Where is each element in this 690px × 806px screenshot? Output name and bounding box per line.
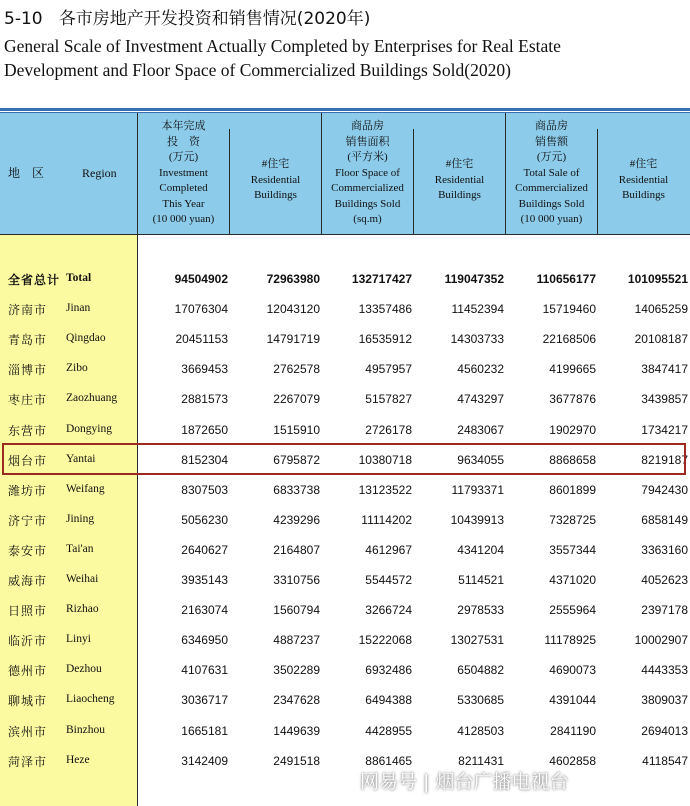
region-name-cn: 枣庄市 (8, 393, 48, 408)
value-cell: 4052623 (641, 573, 688, 587)
value-cell: 3036717 (181, 693, 228, 708)
value-cell: 8211431 (458, 753, 504, 768)
value-cell: 110656177 (536, 272, 596, 286)
value-cell: 6494388 (365, 693, 412, 708)
region-name-en: Total (66, 272, 92, 284)
value-cell: 4239296 (273, 512, 320, 527)
chinese-title: 各市房地产开发投资和销售情况(2020年) (58, 9, 371, 29)
value-cell: 1902970 (549, 422, 596, 437)
value-cell: 1734217 (641, 422, 688, 437)
value-cell: 2640627 (181, 542, 228, 557)
value-cell: 11114202 (361, 512, 412, 527)
value-cell: 4391044 (549, 693, 596, 708)
header-line: (万元) (536, 151, 567, 163)
value-cell: 11178925 (544, 633, 596, 648)
header-floor-residential (414, 157, 505, 204)
value-cell: 3809037 (641, 693, 688, 708)
value-cell: 2163074 (181, 603, 228, 618)
value-cell: 16535912 (358, 332, 412, 347)
header-line: Residential (434, 173, 485, 186)
value-cell: 17076304 (174, 302, 228, 317)
value-cell: 3142409 (181, 753, 228, 768)
value-cell: 2483067 (457, 422, 504, 437)
value-cell: 3557344 (549, 542, 596, 557)
region-name-en: Zaozhuang (66, 392, 118, 405)
value-cell: 4743297 (457, 392, 504, 407)
region-name-cn: 济南市 (8, 303, 48, 318)
value-cell: 4612967 (365, 542, 412, 557)
value-cell: 132717427 (351, 272, 412, 286)
header-line: (平方米) (347, 151, 388, 163)
value-cell: 1872650 (181, 422, 228, 437)
value-cell: 2694013 (641, 723, 688, 738)
value-cell: 1515910 (273, 422, 320, 437)
value-cell: 1560794 (273, 603, 320, 618)
value-cell: 13123522 (358, 482, 412, 497)
header-region-en: Region (82, 166, 117, 180)
region-name-en: Binzhou (66, 723, 105, 736)
value-cell: 14791719 (266, 332, 320, 347)
region-name-cn: 菏泽市 (8, 754, 48, 769)
value-cell: 3677876 (549, 392, 596, 407)
value-cell: 14303733 (450, 332, 504, 347)
value-cell: 4428955 (365, 723, 412, 738)
region-name-en: Jining (66, 512, 95, 525)
value-cell: 5544572 (365, 573, 412, 587)
region-name-en: Rizhao (66, 603, 99, 616)
value-cell: 3669453 (181, 362, 228, 377)
table-row (0, 655, 690, 685)
value-cell: 72963980 (266, 272, 320, 286)
header-line: Commercialized (331, 182, 404, 194)
region-name-cn: 日照市 (8, 604, 48, 619)
value-cell: 8601899 (549, 482, 596, 497)
region-name-cn: 东营市 (8, 423, 48, 438)
value-cell: 9634055 (457, 452, 504, 467)
table-row (0, 595, 690, 625)
value-cell: 8307503 (181, 482, 228, 497)
value-cell: 1665181 (181, 723, 228, 738)
value-cell: 2978533 (457, 603, 504, 618)
header-bottom-rule (0, 234, 690, 235)
value-cell: 22168506 (542, 332, 596, 347)
header-line: Buildings Sold (334, 197, 401, 210)
header-line: (万元) (168, 151, 199, 163)
table-row (0, 535, 690, 565)
value-cell: 94504902 (174, 272, 228, 286)
header-sales-residential (598, 157, 689, 204)
header-line: Buildings (438, 189, 481, 201)
value-cell: 14065259 (634, 302, 688, 317)
english-title-line-1: General Scale of Investment Actually Completed by Enterprises for Real Estate (4, 36, 561, 56)
region-name-en: Linyi (66, 633, 91, 646)
value-cell: 12043120 (266, 302, 320, 317)
header-line: 销售面积 (345, 135, 390, 148)
table-row (0, 685, 690, 715)
header-sales (506, 119, 597, 228)
header-line: Residential (618, 173, 669, 186)
value-cell: 6504882 (457, 663, 504, 678)
region-name-en: Dongying (66, 422, 112, 435)
region-name-en: Liaocheng (66, 693, 115, 706)
value-cell: 2726178 (365, 422, 412, 437)
value-cell: 2347628 (273, 693, 320, 708)
value-cell: 101095521 (627, 272, 688, 286)
region-name-en: Qingdao (66, 332, 106, 345)
value-cell: 13357486 (358, 302, 412, 317)
value-cell: 4443353 (641, 663, 688, 678)
table-row (0, 505, 690, 535)
value-cell: 4371020 (549, 573, 596, 587)
region-name-cn: 滨州市 (8, 724, 48, 739)
value-cell: 4560232 (457, 362, 504, 377)
header-line: (sq.m) (353, 213, 382, 225)
header-line: Completed (159, 182, 208, 194)
value-cell: 2491518 (273, 753, 320, 768)
value-cell: 5157827 (365, 392, 412, 407)
english-title-line-2: Development and Floor Space of Commercialized Buildings Sold(2020) (4, 60, 511, 80)
region-name-cn: 威海市 (8, 574, 48, 588)
header-line: Buildings (622, 189, 665, 201)
table-number: 5-10 (4, 9, 43, 29)
region-name-cn: 聊城市 (8, 694, 48, 709)
header-floor-space (322, 119, 413, 228)
header-line: Investment (159, 166, 208, 179)
table-number-and-chinese-title (4, 4, 370, 29)
value-cell: 4957957 (365, 362, 412, 377)
table-row (0, 354, 690, 384)
header-line: #住宅 (261, 158, 290, 170)
header-region-cn: 地 区 (8, 166, 45, 180)
value-cell: 3439857 (641, 392, 688, 407)
value-cell: 4128503 (457, 723, 504, 738)
region-name-cn: 烟台市 (8, 453, 48, 468)
table-row (0, 475, 690, 505)
top-rule (0, 108, 690, 111)
value-cell: 119047352 (444, 272, 504, 286)
region-name-en: Jinan (66, 302, 91, 315)
value-cell: 6795872 (273, 452, 320, 467)
value-cell: 20451153 (175, 332, 228, 347)
value-cell: 2397178 (641, 603, 688, 618)
value-cell: 3935143 (181, 573, 228, 587)
table-row (0, 415, 690, 445)
value-cell: 4690073 (549, 663, 596, 678)
header-line: Residential (250, 173, 301, 186)
value-cell: 4199665 (549, 362, 596, 377)
value-cell: 20108187 (634, 332, 688, 347)
header-investment-residential (230, 157, 321, 204)
value-cell: 13027531 (450, 633, 504, 648)
region-name-cn: 全省总计 (8, 273, 61, 287)
header-line: Commercialized (515, 182, 588, 194)
value-cell: 4118547 (642, 753, 688, 768)
table-row (0, 625, 690, 655)
region-name-cn: 淄博市 (8, 363, 48, 378)
value-cell: 10380718 (358, 452, 412, 467)
table-row (0, 324, 690, 354)
value-cell: 1449639 (273, 723, 320, 738)
table-row (0, 716, 690, 746)
watermark: 网易号 | 烟台广播电视台 (360, 771, 569, 793)
table-row (0, 746, 690, 776)
value-cell: 2555964 (549, 603, 596, 618)
region-name-en: Weihai (66, 573, 99, 585)
header-line: 销售额 (535, 135, 568, 148)
value-cell: 8219187 (641, 452, 688, 467)
header-investment (138, 119, 229, 228)
region-name-en: Heze (66, 753, 90, 766)
value-cell: 3266724 (365, 603, 412, 618)
value-cell: 8861465 (365, 753, 412, 768)
region-name-en: Weifang (66, 482, 105, 495)
yantai-highlight-box (2, 443, 686, 475)
header-line: Total Sale of (523, 166, 580, 179)
region-name-cn: 济宁市 (8, 513, 48, 528)
value-cell: 2841190 (550, 723, 596, 738)
header-line: Buildings Sold (518, 197, 585, 210)
total-row (0, 264, 690, 294)
table-row (0, 294, 690, 324)
english-title (4, 34, 561, 82)
region-name-en: Zibo (66, 362, 88, 375)
header-line: 投 资 (167, 135, 200, 148)
value-cell: 2762578 (273, 362, 320, 377)
table-row (0, 384, 690, 414)
value-cell: 5056230 (181, 512, 228, 527)
value-cell: 10439913 (450, 512, 504, 527)
value-cell: 3847417 (641, 362, 688, 377)
value-cell: 6346950 (181, 633, 228, 648)
value-cell: 3363160 (641, 542, 688, 557)
value-cell: 7328725 (549, 512, 596, 527)
value-cell: 11793371 (451, 482, 504, 497)
value-cell: 15222068 (358, 633, 412, 648)
value-cell: 3502289 (273, 663, 320, 678)
header-line: Buildings (254, 189, 297, 201)
region-name-cn: 泰安市 (8, 543, 48, 558)
header-line: 商品房 (535, 120, 568, 132)
value-cell: 2164807 (273, 542, 320, 557)
value-cell: 10002907 (634, 633, 688, 648)
value-cell: 5114521 (458, 573, 504, 587)
value-cell: 4887237 (273, 633, 320, 648)
value-cell: 5330685 (457, 693, 504, 708)
region-name-cn: 临沂市 (8, 634, 48, 649)
value-cell: 2881573 (181, 392, 228, 407)
value-cell: 8152304 (181, 452, 228, 467)
header-region (8, 166, 133, 182)
value-cell: 8868658 (549, 452, 596, 467)
header-line: 本年完成 (161, 120, 206, 132)
header-line: Floor Space of (335, 166, 400, 179)
region-name-cn: 青岛市 (8, 333, 48, 348)
value-cell: 4341204 (457, 542, 504, 557)
header-line: 商品房 (351, 120, 384, 132)
value-cell: 2267079 (273, 392, 320, 407)
table-row (0, 565, 690, 595)
region-name-en: Tai'an (66, 542, 94, 555)
header-line: This Year (162, 197, 205, 210)
value-cell: 4107631 (181, 663, 228, 678)
value-cell: 7942430 (641, 482, 688, 497)
value-cell: 6932486 (365, 663, 412, 678)
header-line: #住宅 (629, 158, 658, 170)
header-line: #住宅 (445, 158, 474, 170)
value-cell: 11452394 (451, 302, 504, 317)
header-line: (10 000 yuan) (152, 213, 215, 225)
value-cell: 15719460 (542, 302, 596, 317)
value-cell: 6858149 (641, 512, 688, 527)
value-cell: 4602858 (549, 753, 596, 768)
region-name-cn: 潍坊市 (8, 483, 48, 498)
value-cell: 6833738 (273, 482, 320, 497)
value-cell: 3310756 (273, 573, 320, 587)
region-name-cn: 德州市 (8, 664, 48, 679)
region-name-en: Yantai (66, 452, 96, 465)
region-name-en: Dezhou (66, 663, 102, 676)
header-line: (10 000 yuan) (520, 213, 583, 225)
